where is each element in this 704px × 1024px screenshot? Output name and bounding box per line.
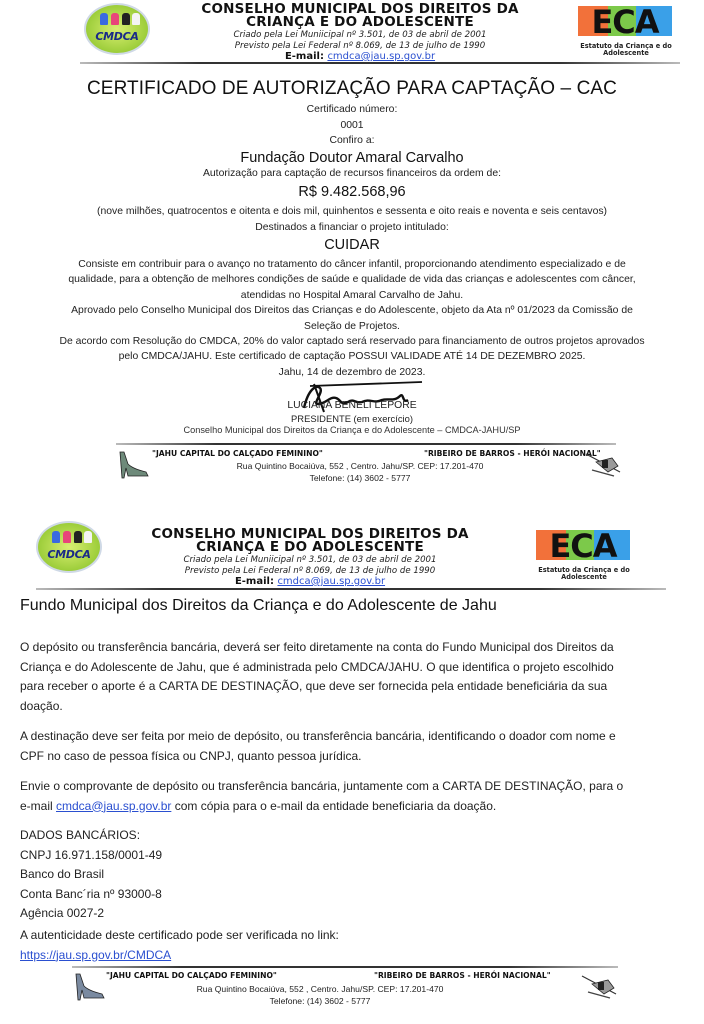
issue-date: Jahu, 14 de dezembro de 2023.	[278, 366, 426, 378]
eca-caption-line1: Estatuto da Criança e do	[580, 42, 672, 50]
amount-in-words: (nove milhões, quatrocentos e oitenta e dois mil, quinhentos e sessenta e oito reais e noventa e seis centavos)	[96, 206, 608, 217]
high-heel-shoe-icon	[118, 450, 150, 480]
cmdca-logo-text: CMDCA	[95, 30, 139, 43]
right-slogan: "RIBEIRO DE BARROS - HERÓI NACIONAL"	[374, 971, 551, 980]
right-slogan: "RIBEIRO DE BARROS - HERÓI NACIONAL"	[424, 449, 601, 458]
signer-name: LUCIANA BENELI LEPORE	[287, 400, 417, 411]
email-label: E-mail:	[234, 576, 274, 587]
council-law-federal: Previsto pela Lei Federal nº 8.069, de 13 de julho de 1990	[184, 566, 436, 576]
eca-logo	[578, 3, 672, 42]
eca-logo	[536, 527, 630, 566]
certificate-title: CERTIFICADO DE AUTORIZAÇÃO PARA CAPTAÇÃO – CAC	[86, 78, 617, 99]
bank-details-heading: DADOS BANCÁRIOS:	[20, 828, 141, 842]
footer-address: Rua Quintino Bocaiúva, 552 , Centro. Jahu/SP. CEP: 17.201-470	[236, 461, 484, 471]
verification-text: A autenticidade deste certificado pode ser verificada no link:	[20, 928, 339, 942]
council-email-link[interactable]: cmdca@jau.sp.gov.br	[327, 51, 436, 62]
bank-cnpj: CNPJ 16.971.158/0001-49	[20, 847, 163, 862]
footer-phone: Telefone: (14) 3602 - 5777	[269, 996, 371, 1006]
email-label: E-mail:	[284, 51, 324, 62]
child-figure-icon	[132, 13, 140, 25]
description-line: Consiste em contribuir para o avanço no tratamento do câncer infantil, proporcionando atendimento especializado e de	[78, 259, 626, 270]
destination-paragraph	[20, 727, 690, 766]
bank-account: Conta Banc´ria nº 93000-8	[20, 886, 162, 901]
entity-name: Fundação Doutor Amaral Carvalho	[240, 150, 464, 166]
seaplane-icon	[580, 970, 620, 1000]
fund-title: Fundo Municipal dos Direitos da Criança e do Adolescente de Jahu	[20, 597, 497, 614]
eca-logo-text: ECA	[591, 3, 659, 41]
council-title-line2: CRIANÇA E DO ADOLESCENTE	[246, 14, 474, 30]
description-line: qualidade, para a obtenção de melhores condições de saúde e qualidade de vida das crianças e adolescentes com câncer,	[68, 274, 636, 286]
council-law-municipal: Criado pela Lei Muniicipal nº 3.501, de 03 de abril de 2001	[183, 555, 437, 565]
left-slogan: "JAHU CAPITAL DO CALÇADO FEMININO"	[106, 971, 277, 980]
signer-role: PRESIDENTE (em exercício)	[291, 413, 413, 424]
council-title-line1: CONSELHO MUNICIPAL DOS DIREITOS DA	[201, 1, 519, 17]
send-receipt-paragraph	[20, 777, 690, 816]
child-figure-icon	[111, 13, 119, 25]
approval-line: Aprovado pelo Conselho Municipal dos Direitos das Crianças e do Adolescente, objeto da Ata nº 01/2023 da Comissão de	[71, 305, 633, 317]
paragraph-line: Criança e do Adolescente de Jahu, que é administrada pelo CMDCA/JAHU. O que identifica o projeto escolhido	[20, 659, 614, 674]
resolution-line: pelo CMDCA/JAHU. Este certificado de captação POSSUI VALIDADE ATÉ 14 DE DEZEMBRO 2025.	[118, 351, 586, 363]
approval-line: Seleção de Projetos.	[304, 320, 400, 332]
footer-phone: Telefone: (14) 3602 - 5777	[309, 473, 411, 483]
council-title-line2: CRIANÇA E DO ADOLESCENTE	[196, 539, 424, 555]
text-fragment: e-mail	[20, 798, 57, 813]
project-name: CUIDAR	[324, 237, 380, 253]
footer-divider	[116, 443, 616, 445]
council-email-link[interactable]: cmdca@jau.sp.gov.br	[56, 798, 172, 813]
cmdca-logo-text: CMDCA	[47, 548, 91, 561]
paragraph-line: doação.	[20, 698, 63, 713]
amount-value: R$ 9.482.568,96	[298, 184, 406, 200]
council-email-line	[120, 576, 500, 588]
council-law-municipal: Criado pela Lei Muniicipal nº 3.501, de 03 de abril de 2001	[233, 30, 487, 40]
eca-logo-text: ECA	[549, 527, 617, 565]
bank-name: Banco do Brasil	[20, 867, 105, 881]
paragraph-line: para receber o aporte é a CARTA DE DESTINAÇÃO, que deve ser fornecida pela entidade beneficiária da sua	[20, 679, 608, 693]
signer-organization: Conselho Municipal dos Direitos da Criança e do Adolescente – CMDCA-JAHU/SP	[183, 425, 521, 435]
eca-caption-line2: Adolescente	[561, 573, 607, 581]
description-line: atendidas no Hospital Amaral Carvalho de Jahu.	[240, 289, 464, 301]
footer-address: Rua Quintino Bocaiúva, 552 , Centro. Jahu/SP. CEP: 17.201-470	[196, 984, 444, 994]
header-divider	[80, 62, 680, 64]
council-email-link[interactable]: cmdca@jau.sp.gov.br	[277, 576, 386, 587]
paragraph-line: CPF no caso de pessoa física ou CNPJ, quanto pessoa jurídica.	[20, 748, 362, 763]
eca-caption-line1: Estatuto da Criança e do	[538, 566, 630, 574]
child-figure-icon	[63, 531, 71, 543]
seaplane-icon	[584, 448, 624, 478]
text-fragment: com cópia para o e-mail da entidade beneficiaria da doação.	[171, 798, 497, 813]
child-figure-icon	[100, 13, 108, 25]
high-heel-shoe-icon	[74, 972, 106, 1002]
council-title-line1: CONSELHO MUNICIPAL DOS DIREITOS DA	[151, 526, 469, 542]
verification-link[interactable]: https://jau.sp.gov.br/CMDCA	[20, 947, 172, 962]
paragraph-line: Envie o comprovante de depósito ou transferência bancária, juntamente com a CARTA DE DESTINAÇÃO, para o	[20, 779, 624, 793]
footer-divider	[72, 966, 618, 968]
bank-agency: Agência 0027-2	[20, 906, 105, 920]
paragraph-line	[20, 797, 690, 817]
verification	[20, 926, 690, 965]
child-figure-icon	[52, 531, 60, 543]
certificate-number: 0001	[340, 120, 364, 131]
project-description	[20, 257, 684, 380]
deposit-paragraph	[20, 638, 690, 716]
child-figure-icon	[74, 531, 82, 543]
amount-label: Autorização para captação de recursos financeiros da ordem de:	[202, 168, 502, 179]
resolution-line: De acordo com Resolução do CMDCA, 20% do valor captado será reservado para financiamento de outros projetos aprovados	[59, 336, 645, 348]
council-law-federal: Previsto pela Lei Federal nº 8.069, de 13 de julho de 1990	[234, 41, 486, 51]
child-figure-icon	[122, 13, 130, 25]
cmdca-logo	[36, 521, 102, 573]
cmdca-logo	[84, 3, 150, 55]
bank-details	[20, 826, 420, 924]
certificate-number-label: Certificado número:	[306, 104, 398, 115]
child-figure-icon	[84, 531, 92, 543]
header-divider	[36, 588, 666, 590]
eca-caption-line2: Adolescente	[603, 49, 649, 57]
paragraph-line: A destinação deve ser feita por meio de depósito, ou transferência bancária, identificando o doador com nome e	[20, 729, 616, 743]
paragraph-line: O depósito ou transferência bancária, deverá ser feito diretamente na conta do Fundo Municipal dos Direitos da	[20, 640, 614, 654]
left-slogan: "JAHU CAPITAL DO CALÇADO FEMININO"	[152, 449, 323, 458]
granted-label: Confiro a:	[329, 135, 375, 146]
project-label: Destinados a financiar o projeto intitulado:	[255, 222, 449, 233]
